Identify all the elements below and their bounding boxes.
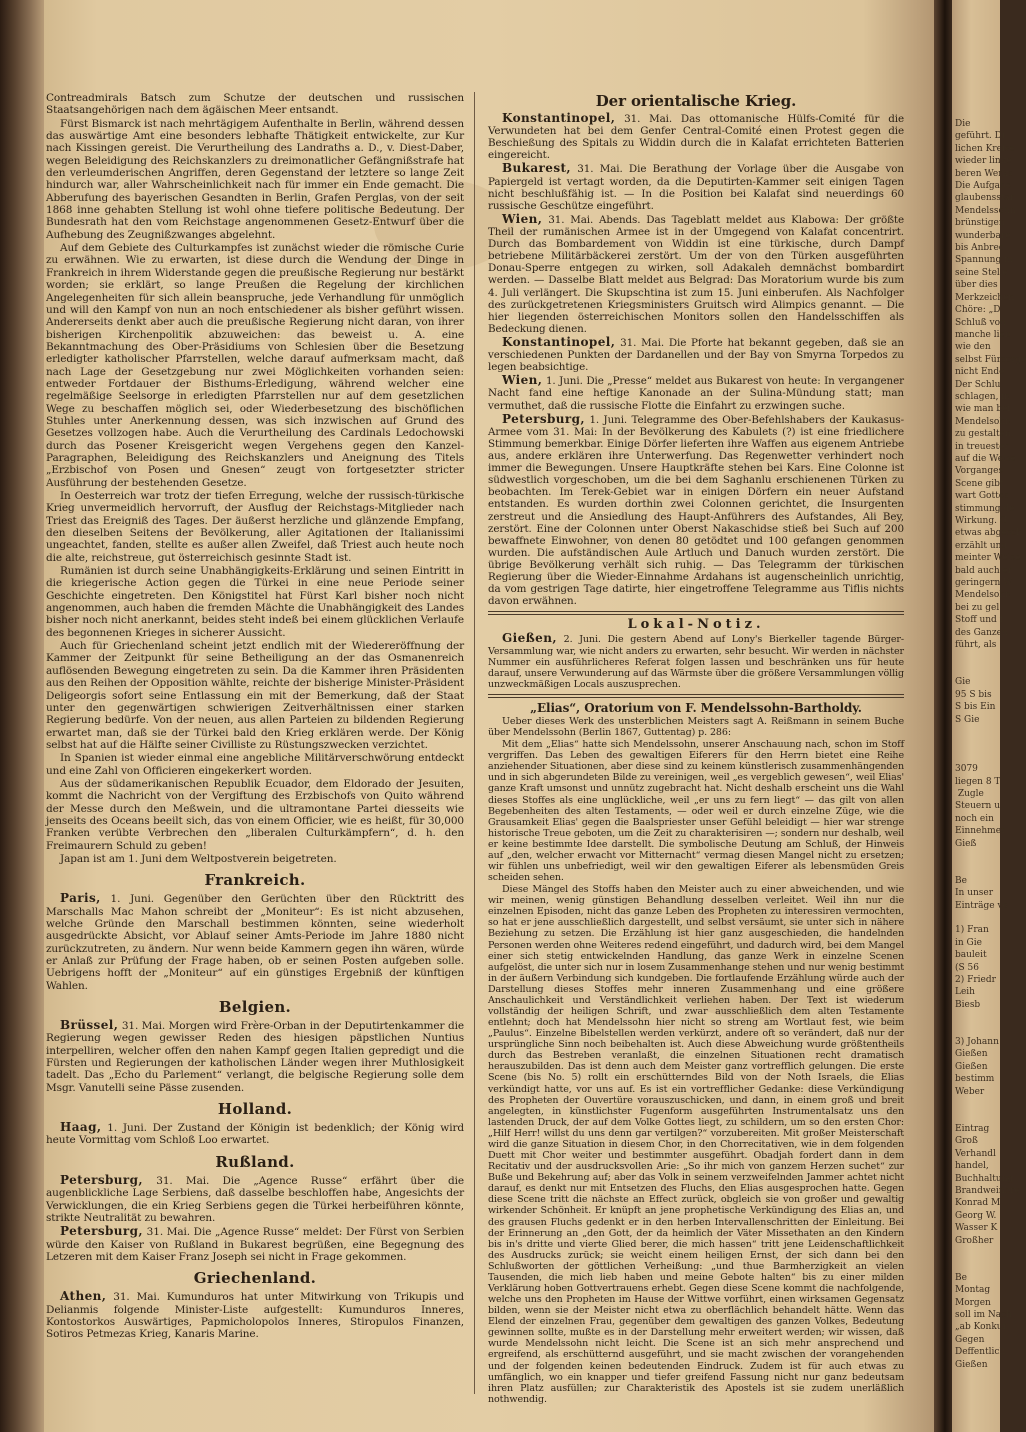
- dateline-place: Paris,: [60, 891, 101, 906]
- paragraph: Contreadmirals Batsch zum Schutze der deutschen und russischen Staatsangehörigen nach dem ägäischen Meer entsandt.: [46, 92, 464, 117]
- column-divider: [474, 92, 475, 1394]
- dateline-place: Petersburg,: [60, 1224, 143, 1239]
- article-text: 31. Mai. Morgen wird Frère-Orban in der Deputirtenkammer die Regierung wegen gewisser Reden des hiesigen päpstlichen Nuntius interpelliren, welcher offen den nahen Kampf gegen Italien gepredigt und die Fürsten und Regierungen der katholischen Länder wegen ihrer Muthlosigkeit tadelt. Das „Echo du Parlement“ verlangt, die belgische Regierung solle dem Msgr. Vanutelli seine Pässe zusenden.: [46, 1020, 464, 1094]
- dateline-place: Bukarest,: [502, 161, 571, 176]
- article-text: 31. Mai. Die Pforte hat bekannt gegeben, daß sie an verschiedenen Punkten der Dardanellen und der Bay von Smyrna Torpedos zu legen beabsichtige.: [488, 336, 904, 374]
- dateline-place: Petersburg,: [60, 1172, 143, 1187]
- section-heading-griechenland: Griechenland.: [193, 1269, 317, 1288]
- paragraph: Ueber dieses Werk des unsterblichen Meisters sagt A. Reißmann in seinem Buche über Mendelssohn (Berlin 1867, Guttentag) p. 286:: [488, 715, 904, 739]
- dateline-place: Gießen,: [502, 631, 557, 646]
- article-text: 31. Mai. Kumunduros hat unter Mitwirkung von Trikupis und Delianmis folgende Minister-Liste aufgestellt: Kumunduros Inneres, Kontostorkos Auswärtiges, Papmicholopolos Inneres, Stiropulos Finanzen, Sotiros Petmezas Krieg, Kanaris Marine.: [46, 1291, 464, 1341]
- paragraph: Aus der südamerikanischen Republik Ecuador, dem Eldorado der Jesuiten, kommt die Nachricht von der Vergiftung des Erzbischofs von Quito während der Messe durch den Meßwein, und die ultramontane Partei diesseits wie jenseits des Oceans beeilt sich, das von einem Officier, wie es heißt, für 30,000 Franken verübte Verbrechen den „liberalen Culturkämpfern“, d. h. den Freimaurern Schuld zu geben!: [46, 777, 464, 852]
- dateline-place: Brüssel,: [60, 1018, 119, 1033]
- dateline-place: Konstantinopel,: [502, 111, 616, 125]
- left-column: [46, 92, 464, 1342]
- section-rule: [488, 694, 904, 698]
- paragraph: Diese Mängel des Stoffs haben den Meister auch zu einer abweichenden, und wie wir meinen, wenig günstigen Behandlung desselben verleitet. Weil ihn nur die einzelnen Episoden, nicht das ganze Leben des Propheten zu interessiren vermochten, so hat er jene ausschließlich dargestellt, und selbst versäumt, sie unter sich in nähere Beziehung zu setzen. Die Erzählung ist hier ganz ausgeschieden, die handelnden Personen werden ohne Weiteres redend eingeführt, und dadurch wird, bei dem Mangel einer sich stetig entwickelnden Handlung, das ganze Werk in einzelne Scenen aufgelöst, die unter sich nur in losem Zusammenhange stehen und nur wenig bestimmt in der äußern Verbindung sich kundgeben. Die fortlaufende Erzählung würde auch der Darstellung dieses Stoffes mehr inneren Zusammenhang und eine größere Anschaulichkeit und Verständlichkeit verliehen haben. Der Text ist wiederum vollständig der heiligen Schrift, und zwar ausschließlich dem alten Testamente entlehnt; doch hat Mendelssohn hier nicht so streng am Wortlaut fest, wie beim „Paulus“. Einzelne Bibelstellen werden verkürzt, andere oft so verändert, daß nur der ursprüngliche Sinn noch beibehalten ist. Auch diese Abweichung wurde größtentheils durch das Bestreben veranlaßt, die einzelnen Situationen recht dramatisch herauszubilden. Das ist denn auch dem Meister ganz vortrefflich gelungen. Die erste Scene (bis No. 5) rollt ein erschütterndes Bild von der Noth Israels, die Elias verkündigt hatte, vor uns auf. Es ist ein vortrefflicher Gedanke: diese Verkündigung des Propheten der Ouvertüre vorauszuschicken, und dann, in einem groß und breit angelegten, in künstlichster Fugenform ausgeführten Instrumentalsatz uns den lastenden Druck, der auf dem Volke Gottes liegt, zu schildern, um so den ersten Chor: „Hilf Herr! willst du uns denn gar vertilgen?“ vorzubereiten. Mit großer Meisterschaft wird die ganze Situation in diesem Chor, in den Chorrecitativen, wie in dem folgenden Duett mit Chor weiter und bestimmter ausgeführt. Obadjah fordert dann in dem Recitativ und der ausdrucksvollen Arie: „So ihr mich von ganzem Herzen suchet“ zur Buße und Bekehrung auf; aber das Volk in seinem verzweifelnden Jammer achtet nicht darauf, es denkt nur mit Entsetzen des Fluchs, den Elias ausgesprochen hatte. Gegen diese Scene tritt die nächste an Effect zurück, obgleich sie von großer und gewaltig wirkender Schönheit. Er knüpft an jene prophetische Verkündigung des Elias an, und des grausen Fluchs gedenkt er in den herben Intervallenschritten der Einleitung. Bei der Erinnerung an „den Gott, der da heimlich der Väter Missethaten an den Kindern bis in's dritte und vierte Glied berer, die mich hassen“ tritt jene Leidenschaftlichkeit des Ausdrucks zurück; sie weicht einem heiligen Ernst, der sich dann bei den Schlußworten der göttlichen Verheißung: „und thue Barmherzigkeit an vielen Tausenden, die mich lieb haben und meine Gebote halten“ bis zu einer milden Verklärung hoben Gottvertrauens erhebt. Gegen diese Scene kommt die nachfolgende, welche uns den Propheten im Hause der Wittwe vorführt, einen wirksamen Gegensatz bilden, wenn sie der Meister nicht etwa zu oberflächlich behandelt hätte. Wenn das Elend der einzelnen Frau, gegenüber dem gewaltigen des ganzen Volkes, Bedeutung gewinnen sollte, mußte es in der Darstellung mehr erweitert werden; wir wissen, daß wurde Mendelssohn nicht leicht. Die Scene ist an sich mehr ansprechend und ergreifend, als erschütternd ausgeführt, und sie macht zwischen der vorangehenden und der folgenden keinen bedeutenden Eindruck. Zudem ist für auch etwas zu umfänglich, wo ein knapper und tiefer greifend Fassung nicht nur ganz bedeutsam ihren Platz ausfüllen; zur Charakteristik des Apostels ist sie zudem unerläßlich nothwendig.: [488, 884, 904, 1405]
- section-heading-elias: „Elias“, Oratorium von F. Mendelssohn-Bartholdy.: [530, 700, 862, 715]
- dateline-place: Haag,: [60, 1120, 102, 1135]
- dateline-place: Athen,: [60, 1289, 107, 1304]
- article-text: 31. Mai. Die „Agence Russe“ erfährt über die augenblickliche Lage Serbiens, daß dasselbe beschloffen habe, Angesichts der Verwicklungen, die ein Krieg Serbiens gegen die Türkei herbeiführen könnte, strikte Neutralität zu bewahren.: [46, 1174, 464, 1224]
- paragraph: In Oesterreich war trotz der tiefen Erregung, welche der russisch-türkische Krieg unvermeidlich hervorruft, der Ausflug der Reichstags-Mitglieder nach Triest das Ereigniß des Tages. Der äußerst herzliche und glänzende Empfang, den dieselben Seitens der Bevölkerung, aller Agitationen der Italianissimi ungeachtet, fanden, stellte es außer allen Zweifel, daß Triest auch heute noch die alte, reichstreue, gut österreichisch gesinnte Stadt ist.: [46, 490, 464, 564]
- article-text: 31. Mai. Die Berathung der Vorlage über die Ausgabe von Papiergeld ist vertagt worden, da die Deputirten-Kammer seit einigen Tagen nicht beschlußfähig ist. — In die Position bei Kalafat sind neuerdings 60 russische Geschütze eingeführt.: [488, 163, 904, 212]
- paragraph: Auch für Griechenland scheint jetzt endlich mit der Wiedereröffnung der Kammer der Zeitpunkt für seine Betheiligung an der das Osmanenreich auflösenden Bewegung eingetreten zu sein. Da die Kammer ihren Präsidenten aus den Reihen der Opposition wählte, reichte der bisherige Minister-Präsident Deligeorgis sofort seine Entlassung ein mit der Bemerkung, daß der Staat unter den gegenwärtigen schwierigen Zeitverhältnissen einer starken Regierung bedürfe. Von der neuen, aus allen Parteien zu bildenden Regierung erwartet man, daß sie der Türkei bald den Krieg erklären werde. Der König selbst hat auf die Hälfte seiner Civilliste zu Rüstungszwecken verzichtet.: [46, 640, 464, 751]
- book-edge-left: [0, 0, 44, 1432]
- dateline-place: Konstantinopel,: [502, 334, 616, 349]
- article-text: 31. Mai. Die „Agence Russe“ meldet: Der Fürst von Serbien würde den Kaiser von Rußland in Bukarest begrüßen, eine Begegnung des Letzeren mit dem Kaiser Franz Joseph sei nicht in Frage gekommen.: [46, 1226, 464, 1263]
- paragraph: In Spanien ist wieder einmal eine angebliche Militärverschwörung entdeckt und eine Zahl von Officieren eingekerkert worden.: [46, 752, 464, 777]
- section-heading-russland: Rußland.: [215, 1152, 295, 1171]
- article-text: 2. Juni. Die gestern Abend auf Lony's Bierkeller tagende Bürger-Versammlung war, wie nicht anders zu erwarten, sehr besucht. Wir werden in nächster Nummer ein ausführlicheres Referat folgen lassen und beschränken uns für heute darauf, unsere Verwunderung auf das Wärmste über die größere Versammlungen völlig unzweckmäßigen Locals auszusprechen.: [488, 634, 904, 690]
- section-heading-holland: Holland.: [217, 1100, 293, 1119]
- dateline-place: Wien,: [502, 373, 543, 388]
- article-text: 1. Juni. Der Zustand der Königin ist bedenklich; der König wird heute Vormittag vom Schloß Loo erwartet.: [46, 1122, 464, 1147]
- section-heading-lokal: Lokal-Notiz.: [627, 617, 765, 633]
- section-rule: [488, 611, 904, 615]
- dateline-place: Petersburg,: [502, 411, 585, 426]
- paragraph: Auf dem Gebiete des Culturkampfes ist zunächst wieder die römische Curie zu erwähnen. Wie zu erwarten, ist diese durch die Wendung der Dinge in Frankreich in ihrem Widerstande gegen die preußische Regierung nur bestärkt worden; sie erklärt, so lange Preußen die Regelung der kirchlichen Angelegenheiten für sich allein beanspruche, jede Verhandlung für unmöglich und will den Kampf von nun an noch entschiedener als bisher geführt wissen. Andererseits denkt aber auch die preußische Regierung nicht daran, von ihrer bisherigen Kirchenpolitik abzuweichen: das beweist u. A. eine Bekanntmachung des Ober-Präsidiums von Schlesien über die Besetzung erledigter katholischer Pfarrstellen, welche darauf aufmerksam macht, daß nach Lage der Gesetzgebung nur zwei Möglichkeiten vorhanden seien: entweder Fortdauer der Bisthums-Erledigung, während welcher eine regelmäßige Seelsorge in erledigten Pfarrstellen nur auf dem gesetzlichen Wege zu beschaffen möglich sei, oder Wiederbesetzung des bischöflichen Stuhles unter Anerkennung dessen, was sich inzwischen auf Grund des Gesetzes vollzogen habe. Auch die Verurtheilung des Cardinals Ledochowski durch das Posener Kreisgericht wegen Vergehens gegen den Kanzel-Paragraphen, Beleidigung des Reichskanzlers und Aneignung des Titels „Erzbischof von Posen und Gnesen“ zeugt von fortgesetzter stricter Ausführung der bestehenden Gesetze.: [46, 242, 464, 489]
- paragraph: Mit dem „Elias“ hatte sich Mendelssohn, unserer Anschauung nach, schon im Stoff vergriffen. Das Leben des gewaltigen Eiferers für den Herrn bietet eine Reihe anziehender Situationen, aber diese sind zu keinem künstlerisch zusammenhängenden und in sich abgerundeten Bilde zu vereinigen, weil „es vergeblich gewesen“, weil Elias' ganze Kraft umsonst und unnütz zugebracht hat. Nicht deshalb erscheint uns die Wahl dieses Stoffes als eine unglückliche, weil „er uns zu fern liegt“ — das gilt von allen Begebenheiten des alten Testaments, — oder weil er durch einzelne Züge, wie die Grausamkeit Elias' gegen die Baalspriester unser Gefühl beleidigt — hier war strenge historische Treue geboten, um die Zeit zu charakterisiren —; sondern nur deshalb, weil er keine bestimmte Idee darstellt. Die symbolische Deutung am Schluß, der Hinweis auf „den, welcher erwacht vor Mitternacht“ vermag diesen Mangel nicht zu ersetzen; wir fühlen uns unbefriedigt, weil wir den gewaltigen Eiferer als lebensmüden Greis scheiden sehen.: [488, 739, 904, 884]
- dateline-place: Wien,: [502, 211, 543, 226]
- adjacent-page-edge: [952, 0, 1026, 1432]
- book-gutter: [934, 0, 952, 1432]
- article-text: 1. Juni. Gegenüber den Gerüchten über den Rücktritt des Marschalls Mac Mahon schreibt der „Moniteur“: Es ist nicht abzusehen, welche Gründe den Marschall bestimmen könnten, seine wiederholt ausgedrückte Absicht, vor Ablauf seiner Amts-Periode im Jahre 1880 nicht zurückzutreten, zu ändern. Nur wenn beide Kammern gegen ihn wären, würde er Anlaß zur Prüfung der Frage haben, ob er seinen Posten aufgeben solle. Uebrigens hofft der „Moniteur“ auf ein günstiges Ergebniß der künftigen Wahlen.: [46, 893, 464, 992]
- section-heading-belgien: Belgien.: [218, 998, 292, 1017]
- paragraph: Fürst Bismarck ist nach mehrtägigem Aufenthalte in Berlin, während dessen das auswärtige Amt eine besonders lebhafte Thätigkeit entwickelte, zur Kur nach Kissingen gereist. Die Verurtheilung des Landraths a. D., v. Diest-Daber, wegen Beleidigung des Reichskanzlers zu dreimonatlicher Gefängnißstrafe hat den verleumderischen Angriffen, deren Gegenstand der letztere so lange Zeit hindurch war, aller Wahrscheinlichkeit nach für immer ein Ende gemacht. Die Abberufung des bayerischen Gesandten in Berlin, Grafen Perglas, von der seit 1868 inne gehabten Stellung ist wohl ohne tiefere politische Bedeutung. Der Bundesrath hat den vom Reichstage angenommenen Gesetz-Entwurf über die Aufhebung des Zeugnißzwanges abgelehnt.: [46, 117, 464, 241]
- adjacent-page-text: Die geführt. Di lichen Kreise wieder linke beren Werks Die Aufgabe glaubensstar Mendelssohn brünstigen wunderbare bis Anbrec Spannung in seine Stelle über dies Merkzeichen Chöre: „D Schluß von manche lieb wie den selbst Fürsorge nicht Ende Der Schlu schlagen, in wie man bei Mendelsohn zu gestalten, in treuester auf die Weise Vorganges Scene gibt wart Gottes stimmung de Wirkung. G etwas abgesch erzählt und meinter Weise bald auch er geringern W Mendelsohn bei zu gel Stoff und f des Ganzen führt, als Gie 95 S bis S bis Ein S Gie 3079 liegen 8 T Zugle Steuern u noch ein Einnehmer Gieß Be In unser Einträge vo 1) Fran in Gie bauleit (S 56 2) Friedr Leih Biesb 3) Johann Gießen Gießen bestimm Weber Eintrag Groß Verhandl handel, Buchhaltung Brandweinbre Konrad M. Georg W. Wasser K Großher Be Montag Morgen soll im Nach „ab Konkur Gegen Deffentlich Gießen: [955, 119, 1026, 1370]
- paragraph: Rumänien ist durch seine Unabhängigkeits-Erklärung und seinen Eintritt in die kriegerische Action gegen die Türkei in eine neue Periode seiner Geschichte eingetreten. Den Königstitel hat Fürst Karl bisher noch nicht angenommen, auch haben die fremden Mächte die Unabhängigkeit des Landes bisher noch nicht anerkannt, beides steht indeß bei einem glücklichen Verlaufe des begonnenen Krieges in sicherer Aussicht.: [46, 565, 464, 639]
- section-heading-frankreich: Frankreich.: [204, 871, 306, 890]
- article-text: 1. Juni. Die „Presse“ meldet aus Bukarest von heute: In vergangener Nacht fand eine heftige Kanonade an der Sulina-Mündung statt; man vermuthet, daß die russische Flotte die Einfahrt zu erzwingen suche.: [488, 375, 904, 412]
- article-text: 31. Mai. Das ottomanische Hülfs-Comité für die Verwundeten hat bei dem Genfer Central-Comité einen Protest gegen die Beschießung des Spitals zu Widdin durch die in Kalafat errichteten Batterien eingereicht.: [488, 113, 904, 162]
- article-text: 31. Mai. Abends. Das Tageblatt meldet aus Klabowa: Der größte Theil der rumänischen Armee ist in der Umgegend von Kalafat concentrirt. Durch das Bombardement von Widdin ist eine türkische, durch Dampf betriebene Militärbäckerei zerstört. Um der von den Türken ausgeführten Donau-Sperre entgegen zu wirken, soll Adakaleh demnächst bombardirt werden. — Dasselbe Blatt meldet aus Belgrad: Das Moratorium wurde bis zum 4. Juli verlängert. Die Skupschtina ist zum 15. Juni einberufen. Als Nachfolger des zurückgetretenen Kriegsministers Gruitsch wird Alimpics genannt. — Die hier liegenden österreichischen Monitors sollen den Handelsschiffen als Bedeckung dienen.: [488, 213, 904, 335]
- right-column: [488, 92, 904, 1406]
- section-heading-war: Der orientalische Krieg.: [595, 92, 797, 110]
- paragraph: Japan ist am 1. Juni dem Weltpostverein beigetreten.: [60, 852, 337, 865]
- article-text: 1. Juni. Telegramme des Ober-Befehlshabers der Kaukasus-Armee vom 31. Mai: In der Bevölkerung des Kabulets (?) ist eine friedlichere Stimmung bemerkbar. Einige Dörfer lieferten ihre Waffen aus eigenem Antriebe aus, andere erklären ihre Unterwerfung. Das Regenwetter verhindert noch immer die Bewegungen. Unsere Hauptkräfte stehen bei Kars. Eine Colonne ist südwestlich vorgeschoben, um die bei dem Saghanlu erschienenen Türken zu beobachten. Im Terek-Gebiet war in einigen Dörfern ein neuer Aufstand entstanden. Es wurden dorthin zwei Colonnen gerichtet, die Insurgenten zerstreut und die Ansiedlung des Haupt-Anführers des Aufstandes, Ali Bey, zerstört. Eine der Colonnen unter Oberst Nakaschidse stieß bei Such auf 200 bewaffnete Einwohner, von denen 80 getödtet und 100 gefangen genommen wurden. Die aufständischen Aule Artluch und Danuch wurden zerstört. Die übrige Bevölkerung verhält sich ruhig. — Das Telegramm der türkischen Regierung über die Wieder-Einnahme Ardahans ist augenscheinlich unrichtig, da vom gestrigen Tage datirte, hier eingetroffene Telegramme aus Tiflis nichts davon erwähnen.: [488, 413, 904, 608]
